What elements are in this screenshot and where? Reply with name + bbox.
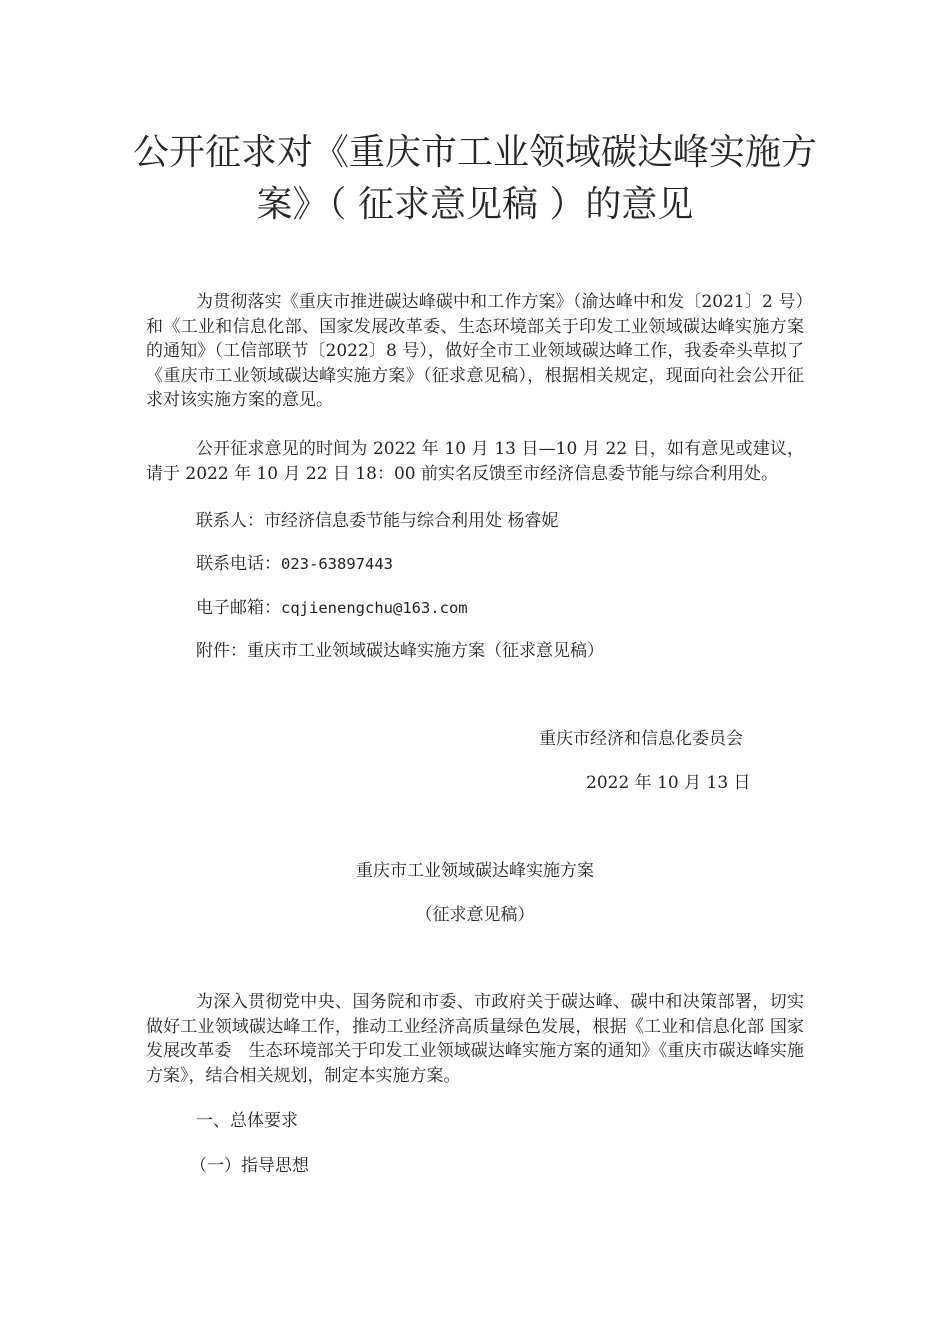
notice-title-line-2: 案》（ 征求意见稿 ）的意见 — [256, 184, 694, 225]
attachment-label: 附件： — [196, 641, 247, 661]
contact-email — [196, 596, 468, 620]
plan-title: 重庆市工业领域碳达峰实施方案 — [356, 861, 594, 881]
notice-paragraph-1: 为贯彻落实《重庆市推进碳达峰碳中和工作方案》（渝达峰中和发〔2021〕2 号）和《工业和信息化部、国家发展改革委、生态环境部关于印发工业领域碳达峰实施方案的通知》（工信部联节〔2022〕8 号），做好全市工业领域碳达峰工作，我委牵头草拟了《重庆市工业领域碳达峰实施方案》（征求意见稿），根据相关规定，现面向社会公开征求对该实施方案的意见。 — [146, 292, 804, 410]
notice-paragraph-2: 公开征求意见的时间为 2022 年 10 月 13 日—10 月 22 日，如有意见或建议，请于 2022 年 10 月 22 日 18：00 前实名反馈至市经济信息委节能与综合利用处。 — [146, 439, 804, 484]
email-value: cqjienengchu@163.com — [281, 599, 468, 617]
contact-phone — [196, 552, 393, 576]
contact-label: 联系人： — [196, 511, 264, 531]
attachment — [196, 639, 604, 663]
issuer-signature: 重庆市经济和信息化委员会 — [539, 729, 743, 749]
contact-value: 市经济信息委节能与综合利用处 杨睿妮 — [264, 511, 559, 531]
phone-label: 联系电话： — [196, 554, 281, 574]
attachment-value: 重庆市工业领域碳达峰实施方案（征求意见稿） — [247, 641, 604, 661]
plan-intro-paragraph: 为深入贯彻党中央、国务院和市委、市政府关于碳达峰、碳中和决策部署，切实做好工业领域碳达峰工作，推动工业经济高质量绿色发展，根据《工业和信息化部 国家发展改革委 生态环境部关于印发工业领域碳达峰实施方案的通知》《重庆市碳达峰实施方案》，结合相关规划，制定本实施方案。 — [146, 992, 804, 1086]
subsection-heading-1: （一）指导思想 — [190, 1156, 309, 1176]
contact-person — [196, 509, 558, 533]
section-heading-1: 一、总体要求 — [196, 1111, 298, 1131]
issue-date: 2022 年 10 月 13 日 — [586, 773, 751, 793]
phone-value: 023-63897443 — [281, 555, 393, 573]
notice-title-line-1: 公开征求对《重庆市工业领域碳达峰实施方 — [132, 132, 817, 173]
email-label: 电子邮箱： — [196, 598, 281, 618]
plan-subtitle: （征求意见稿） — [415, 905, 535, 925]
notice-title — [130, 127, 820, 231]
